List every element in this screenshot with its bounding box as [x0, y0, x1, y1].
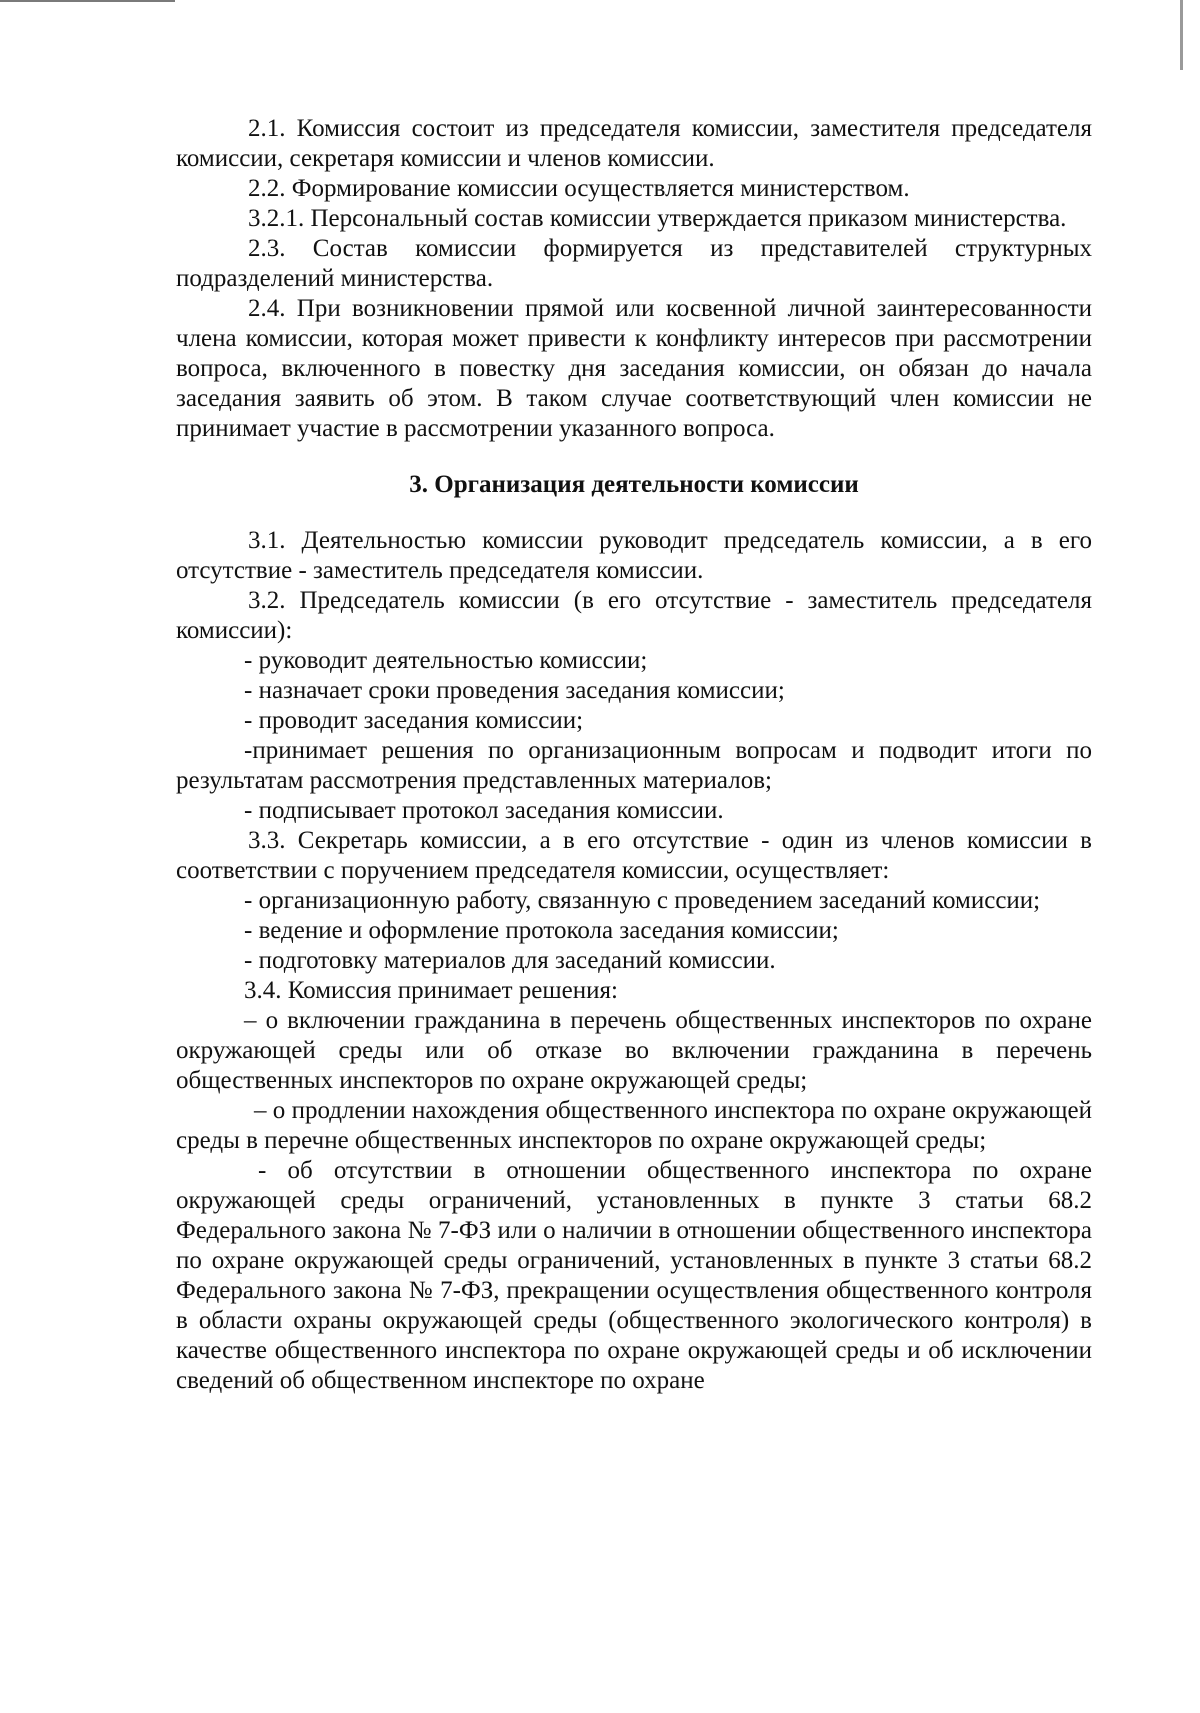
- list-item: - назначает сроки проведения заседания комиссии;: [244, 677, 785, 704]
- list-item: – о продлении нахождения общественного инспектора по охране окружающей среды в перечне общественных инспекторов по охране окружающей среды;: [176, 1097, 1092, 1154]
- paragraph-3-2: 3.2. Председатель комиссии (в его отсутствие - заместитель председателя комиссии):: [176, 587, 1092, 644]
- paragraph-2-1: 2.1. Комиссия состоит из председателя комиссии, заместителя председателя комиссии, секретаря комиссии и членов комиссии.: [176, 115, 1092, 172]
- paragraph-2-3: 2.3. Состав комиссии формируется из представителей структурных подразделений министерства.: [176, 235, 1092, 292]
- list-item: - руководит деятельностью комиссии;: [244, 647, 648, 674]
- list-item: - об отсутствии в отношении общественного инспектора по охране окружающей среды ограничений, установленных в пункте 3 статьи 68.2 Федерального закона № 7-ФЗ или о наличии в отношении общественного инспектора по охране окружающей среды ограничений, установленных в пункте 3 статьи 68.2 Федерального закона № 7-ФЗ, прекращении осуществления общественного контроля в области охраны окружающей среды (общественного экологического контроля) в качестве общественного инспектора по охране окружающей среды и об исключении сведений об общественном инспекторе по охране: [176, 1157, 1092, 1394]
- paragraph-2-2: 2.2. Формирование комиссии осуществляется министерством.: [248, 175, 910, 202]
- list-item: – о включении гражданина в перечень общественных инспекторов по охране окружающей среды или об отказе во включении гражданина в перечень общественных инспекторов по охране окружающей среды;: [176, 1007, 1092, 1094]
- section-heading: 3. Организация деятельности комиссии: [409, 471, 859, 498]
- list-item: - подготовку материалов для заседаний комиссии.: [244, 947, 776, 974]
- paragraph-3-3: 3.3. Секретарь комиссии, а в его отсутствие - один из членов комиссии в соответствии с поручением председателя комиссии, осуществляет:: [176, 827, 1092, 884]
- list-item: - ведение и оформление протокола заседания комиссии;: [244, 917, 839, 944]
- paragraph-2-4: 2.4. При возникновении прямой или косвенной личной заинтересованности члена комиссии, которая может привести к конфликту интересов при рассмотрении вопроса, включенного в повестку дня заседания комиссии, он обязан до начала заседания заявить об этом. В таком случае соответствующий член комиссии не принимает участие в рассмотрении указанного вопроса.: [176, 295, 1092, 442]
- paragraph-3-1: 3.1. Деятельностью комиссии руководит председатель комиссии, а в его отсутствие - заместитель председателя комиссии.: [176, 527, 1092, 584]
- list-item: - проводит заседания комиссии;: [244, 707, 584, 734]
- paragraph-3-2-1: 3.2.1. Персональный состав комиссии утверждается приказом министерства.: [248, 205, 1067, 232]
- scan-edge-right: [1180, 0, 1183, 70]
- scan-edge-top: [0, 0, 175, 2]
- list-item: -принимает решения по организационным вопросам и подводит итоги по результатам рассмотрения представленных материалов;: [176, 737, 1092, 794]
- list-item: - организационную работу, связанную с проведением заседаний комиссии;: [244, 887, 1041, 914]
- list-item: - подписывает протокол заседания комиссии.: [244, 797, 724, 824]
- paragraph-3-4: 3.4. Комиссия принимает решения:: [244, 977, 618, 1004]
- document-body: [176, 114, 1092, 1396]
